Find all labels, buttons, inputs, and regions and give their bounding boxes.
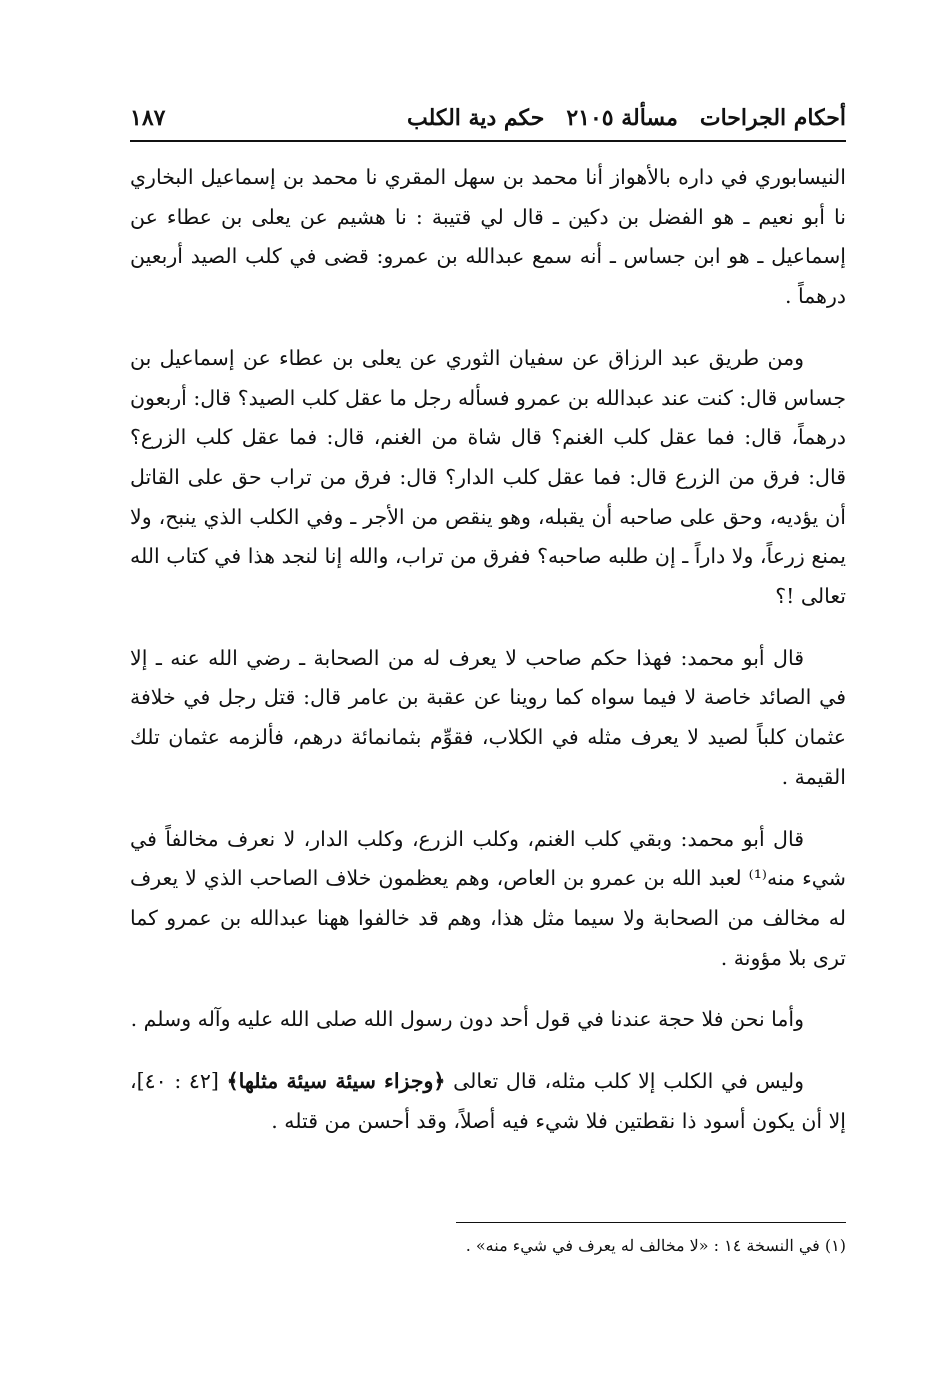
- paragraph-6-intro: وليس في الكلب إلا كلب مثله، قال تعالى: [445, 1069, 804, 1094]
- footnote-divider: [456, 1222, 846, 1223]
- issue-number: مسألة ٢١٠٥: [566, 105, 678, 131]
- paragraph-3: قال أبو محمد: فهذا حكم صاحب لا يعرف له من الصحابة ـ رضي الله عنه ـ إلا في الصائد خاصة لا فيما سواه كما روينا عن عقبة بن عامر قال: قتل رجل في خلافة عثمان كلباً لصيد لا يعرف مثله في الكلاب، فقوِّم بثمانمائة درهم، فألزمه عثمان تلك القيمة .: [130, 645, 846, 789]
- header-titles: [407, 105, 846, 131]
- paragraph-6: [130, 1062, 846, 1141]
- running-header: [130, 96, 846, 142]
- main-text: [130, 158, 846, 1141]
- paragraph-6-rest: [٤٢ : ٤٠]، إلا أن يكون أسود ذا نقطتين فلا شيء فيه أصلاً، وقد أحسن من قتله .: [130, 1069, 846, 1133]
- paragraph-2: ومن طريق عبد الرزاق عن سفيان الثوري عن يعلى بن عطاء عن إسماعيل بن جساس قال: كنت عند عبدالله بن عمرو فسأله رجل ما عقل كلب الصيد؟ قال: أربعون درهماً، قال: فما عقل كلب الغنم؟ قال شاة من الغنم، قال: فما عقل كلب الزرع؟ قال: فرق من الزرع قال: فما عقل كلب الدار؟ قال: فرق من تراب حق على القاتل أن يؤديه، وحق على صاحبه أن يقبله، وهو ينقص من الأجر ـ وفي الكلب الذي ينبح، ولا يمنع زرعاً، ولا داراً ـ إن طلبه صاحبه؟ ففرق من تراب، والله إنا لنجد هذا في كتاب الله تعالى !؟: [130, 345, 846, 609]
- chapter-title: حكم دية الكلب: [407, 105, 545, 131]
- book-title: أحكام الجراحات: [699, 105, 846, 131]
- paragraph-1: النيسابوري في داره بالأهواز أنا محمد بن سهل المقري نا محمد بن إسماعيل البخاري نا أبو نعيم ـ هو الفضل بن دكين ـ قال لي قتيبة : نا هشيم عن يعلى بن عطاء عن إسماعيل ـ هو ابن جساس ـ أنه سمع عبدالله بن عمرو: قضى في كلب الصيد أربعين درهماً .: [130, 165, 846, 309]
- page-number: ١٨٧: [130, 105, 166, 131]
- footnote: (١) في النسخة ١٤ : «لا مخالف له يعرف في شيء منه» .: [465, 1236, 846, 1255]
- quran-verse: ﴿وجزاء سيئة سيئة مثلها﴾: [226, 1069, 446, 1094]
- paragraph-5: وأما نحن فلا حجة عندنا في قول أحد دون رسول الله صلى الله عليه وآله وسلم .: [130, 1007, 804, 1032]
- paragraph-4: قال أبو محمد: وبقي كلب الغنم، وكلب الزرع، وكلب الدار، لا نعرف مخالفاً في شيء منه⁽¹⁾ لعبد الله بن عمرو بن العاص، وهم يعظمون خلاف الصاحب الذي لا يعرف له مخالف من الصحابة ولا سيما مثل هذا، وهم قد خالفوا ههنا عبدالله بن عمرو كما ترى بلا مؤونة .: [130, 826, 846, 970]
